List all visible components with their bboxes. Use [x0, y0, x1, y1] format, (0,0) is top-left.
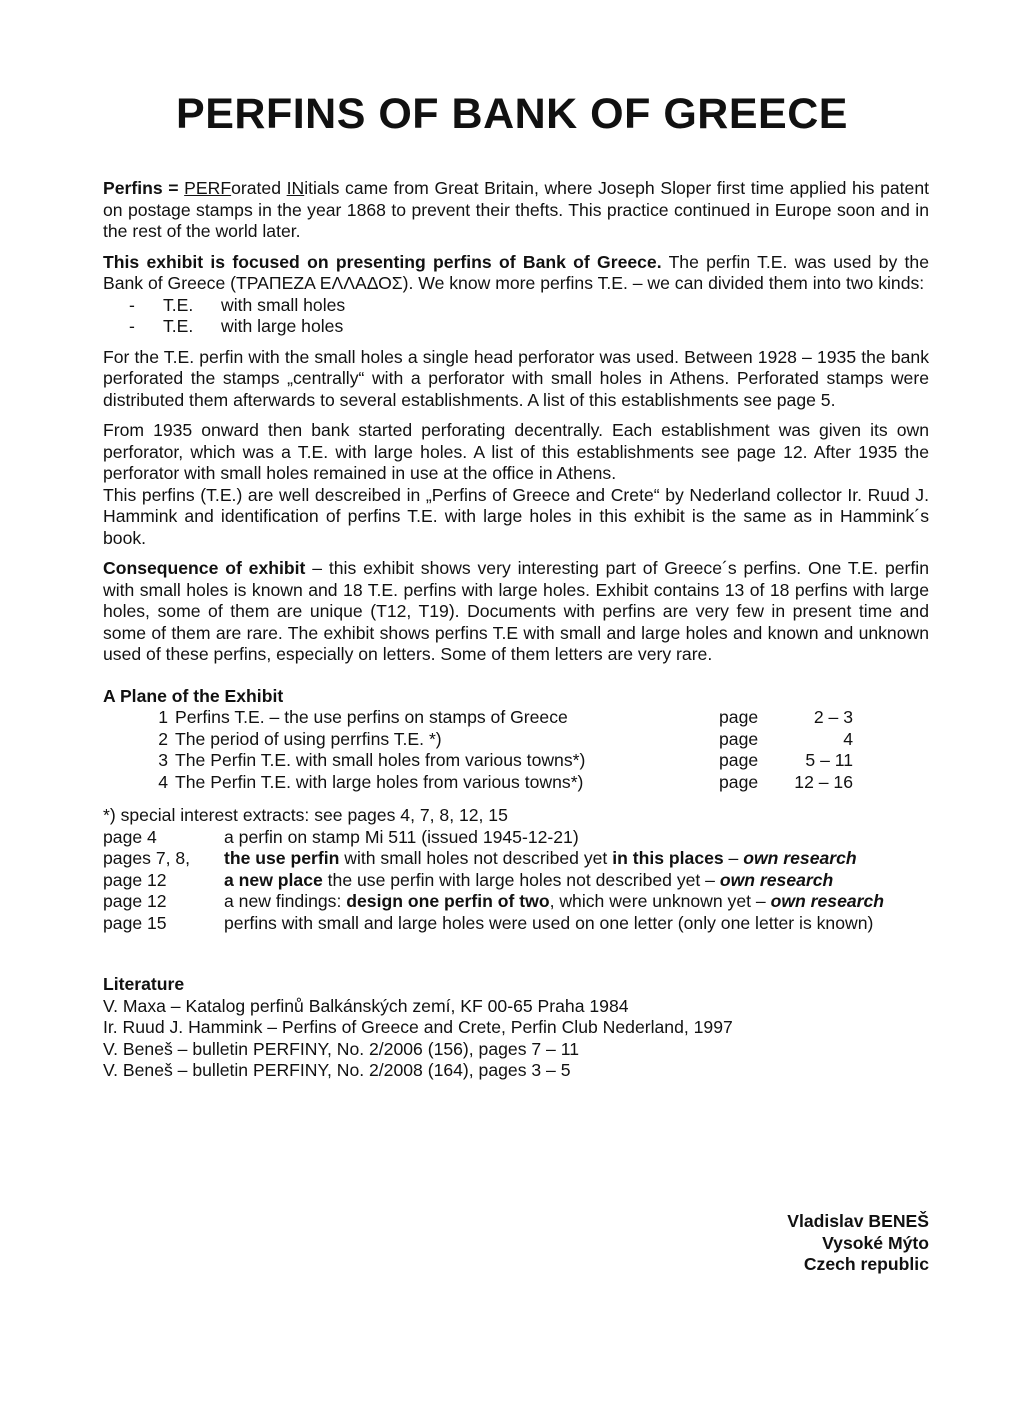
intro-bold: Perfins = — [103, 178, 185, 198]
consequence-paragraph — [103, 558, 929, 666]
plan-text: The Perfin T.E. with small holes from various towns*) — [175, 750, 586, 770]
plan-pages: 12 – 16 — [794, 771, 853, 792]
extract-bold: design one perfin of two — [346, 891, 550, 911]
small-holes-paragraph: For the T.E. perfin with the small holes a single head perforator was used. Between 1928 – 1935 the bank perforated the stamps „centrally“ with a perforator with small holes in Athens. Perforated stamps were distributed them afterwards to several establishments. A list of this establishments see page 5. — [103, 346, 929, 410]
described-paragraph: This perfins (T.E.) are well descreibed in „Perfins of Greece and Crete“ by Nederland collector Ir. Ruud J. Hammink and identification of perfins T.E. with large holes in this exhibit is the same as in Hammink´s book. — [103, 484, 929, 548]
extract-page: page 12 — [103, 891, 167, 911]
kinds-list — [103, 295, 929, 338]
literature-section — [103, 974, 929, 1082]
extract-italic: own research — [719, 869, 834, 890]
literature-item: V. Beneš – bulletin PERFINY, No. 2/2008 (164), pages 3 – 5 — [103, 1060, 571, 1080]
plan-page-label: page — [719, 771, 759, 792]
plan-row — [103, 729, 929, 751]
extract-italic: own research — [743, 848, 857, 868]
focus-bold: This exhibit is focused on presenting perfins of Bank of Greece. — [103, 251, 662, 272]
plan-num: 3 — [158, 750, 168, 770]
kind-desc: with large holes — [221, 316, 344, 336]
plan-title: A Plane of the Exhibit — [103, 685, 284, 706]
literature-item: V. Maxa – Katalog perfinů Balkánských zemí, KF 00-65 Praha 1984 — [103, 995, 629, 1016]
plan-text: The period of using perrfins T.E. *) — [175, 728, 442, 749]
extract-text: a new findings: — [224, 891, 347, 911]
extract-row — [103, 827, 929, 849]
extract-page: page 4 — [103, 826, 157, 847]
extract-desc — [224, 870, 929, 892]
author-name: Vladislav BENEŠ — [787, 1211, 929, 1231]
extract-desc: perfins with small and large holes were used on one letter (only one letter is known) — [224, 912, 874, 933]
focus-paragraph — [103, 252, 929, 295]
kind-dash: - — [129, 316, 135, 336]
plan-text: The Perfin T.E. with large holes from various towns*) — [175, 771, 584, 792]
extract-text: with small holes not described yet — [339, 848, 613, 868]
extract-text: the use perfin with large holes not described yet – — [322, 869, 720, 890]
plan-page-label: page — [719, 707, 759, 727]
intro-underline-in: IN — [286, 178, 305, 198]
plan-pages: 2 – 3 — [813, 707, 853, 727]
extracts-section — [103, 805, 929, 934]
extract-desc — [224, 891, 929, 913]
author-signature-block — [787, 1211, 929, 1276]
intro-underline-perf: PERF — [184, 178, 232, 198]
extract-desc — [224, 848, 929, 870]
from-1935-paragraph: From 1935 onward then bank started perforating decentrally. Each establishment was given its own perforator, which was a T.E. with large holes. A list of this establishments see page 12. After 1935 the perforator with small holes remained in use at the office in Athens. — [103, 420, 929, 483]
consequence-text: – this exhibit shows very interesting part of Greece´s perfins. One T.E. perfin with small holes is known and 18 T.E. perfins with large holes. Exhibit contains 13 of 18 perfins with large holes, some of them are unique (T12, T19). Documents with perfins are very few in present time and some of them are rare. The exhibit shows perfins T.E with small and large holes and known and unknown used of these perfins, especially on letters. Some of them letters are very rare. — [103, 558, 929, 664]
kind-code: T.E. — [163, 294, 194, 315]
plan-row — [103, 772, 929, 794]
list-item — [103, 295, 929, 317]
document-body — [103, 178, 929, 1082]
plan-text: Perfins T.E. – the use perfins on stamps of Greece — [175, 707, 568, 727]
extract-page: page 12 — [103, 869, 167, 890]
plan-row — [103, 707, 929, 729]
plan-num: 2 — [158, 728, 168, 749]
author-town: Vysoké Mýto — [822, 1232, 929, 1253]
plan-page-label: page — [719, 728, 759, 749]
intro-paragraph — [103, 178, 929, 243]
extract-text: – — [723, 848, 744, 868]
extract-row — [103, 913, 929, 935]
kind-code: T.E. — [163, 316, 194, 336]
list-item — [103, 316, 929, 338]
author-country: Czech republic — [803, 1254, 929, 1274]
intro-text-2: itials came from Great Britain, where Joseph Sloper first time applied his patent on postage stamps in the year 1868 to prevent their thefts. This practice continued in Europe soon and in the rest of the world later. — [103, 178, 929, 241]
literature-title: Literature — [103, 974, 185, 994]
plan-num: 1 — [158, 707, 168, 727]
extract-row — [103, 870, 929, 892]
extract-row — [103, 891, 929, 913]
plan-pages: 5 – 11 — [805, 750, 853, 770]
extract-bold: a new place — [224, 869, 323, 890]
extract-bold: in this places — [612, 848, 724, 868]
intro-text-1: orated — [231, 178, 287, 198]
plan-pages: 4 — [843, 728, 853, 749]
extract-bold: the use perfin — [224, 848, 340, 868]
consequence-bold: Consequence of exhibit — [103, 558, 306, 578]
extract-page: page 15 — [103, 912, 167, 933]
extract-row — [103, 848, 929, 870]
extract-desc: a perfin on stamp Mi 511 (issued 1945-12-21) — [224, 826, 579, 847]
extract-text: , which were unknown yet – — [549, 891, 771, 911]
plan-page-label: page — [719, 750, 759, 770]
extracts-header: *) special interest extracts: see pages 4, 7, 8, 12, 15 — [103, 805, 508, 825]
literature-item: V. Beneš – bulletin PERFINY, No. 2/2006 (156), pages 7 – 11 — [103, 1038, 579, 1059]
plan-list — [103, 707, 929, 793]
plan-num: 4 — [158, 771, 168, 792]
kind-dash: - — [129, 294, 135, 315]
literature-item: Ir. Ruud J. Hammink – Perfins of Greece and Crete, Perfin Club Nederland, 1997 — [103, 1017, 733, 1037]
focus-text: The perfin T.E. was used by the Bank of Greece (ΤΡΑΠΕΖΑ ΕΛΛΑΔΟΣ). We know more perfins T.E. – we can divided them into two kinds: — [103, 251, 929, 293]
extract-page: pages 7, 8, — [103, 848, 191, 868]
page-title: PERFINS OF BANK OF GREECE — [176, 90, 848, 138]
extract-italic: own research — [770, 891, 885, 911]
kind-desc: with small holes — [221, 294, 346, 315]
plan-row — [103, 750, 929, 772]
